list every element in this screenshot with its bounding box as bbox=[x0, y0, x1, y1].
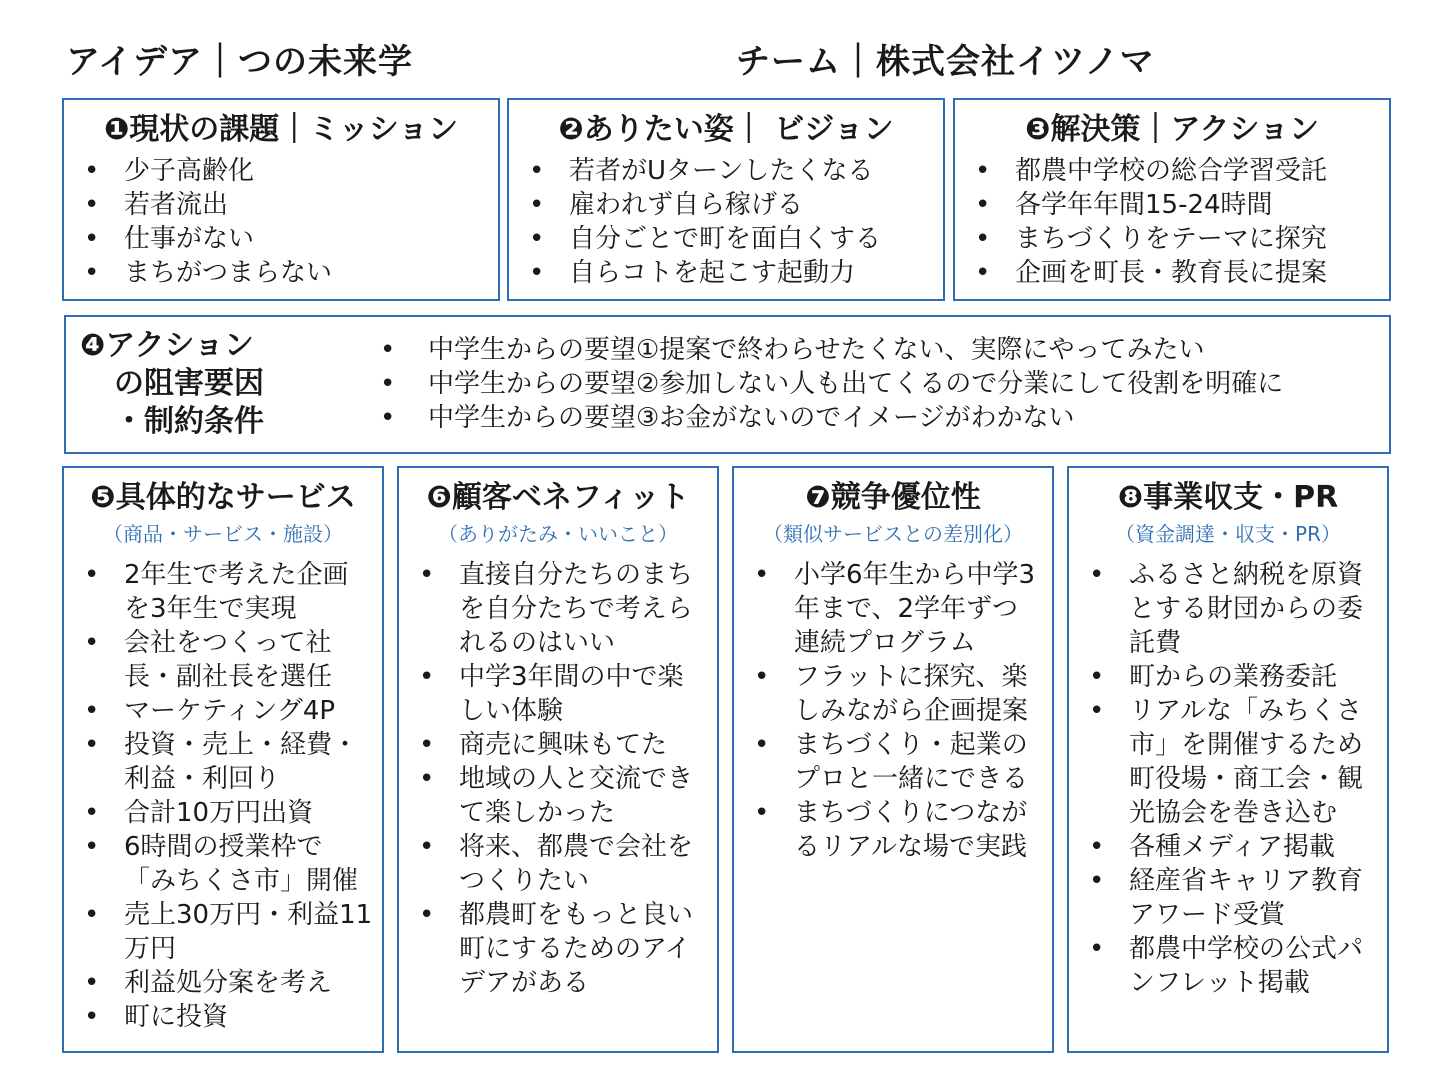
box-business bbox=[1067, 466, 1389, 1053]
list-item: • 経産省キャリア教育アワード受賞 bbox=[1129, 864, 1379, 932]
list-item: • 中学3年間の中で楽しい体験 bbox=[459, 660, 709, 728]
box-business-list bbox=[1069, 558, 1387, 1000]
list-item: • フラットに探究、楽しみながら企画提案 bbox=[794, 660, 1044, 728]
list-item: • 将来、都農で会社をつくりたい bbox=[459, 830, 709, 898]
list-item: • 会社をつくって社長・副社長を選任 bbox=[124, 626, 374, 694]
list-item: • マーケティング4P bbox=[124, 694, 374, 728]
list-item: • 利益処分案を考え bbox=[124, 966, 374, 1000]
list-item: • 商売に興味もてた bbox=[459, 728, 709, 762]
list-item: • 各学年年間15-24時間 bbox=[1015, 188, 1389, 222]
title-line: ❹アクション bbox=[80, 328, 254, 363]
box-mission-title: ❶現状の課題｜ミッション bbox=[103, 112, 459, 147]
box-vision bbox=[507, 98, 945, 301]
box-service-subtitle: （商品・サービス・施設） bbox=[103, 522, 343, 546]
list-item: • まちづくりにつながるリアルな場で実践 bbox=[794, 796, 1044, 864]
list-item: • 小学6年生から中学3年まで、2学年ずつ連続プログラム bbox=[794, 558, 1044, 660]
list-item: • まちがつまらない bbox=[124, 256, 498, 290]
box-action-title: ❸解決策｜アクション bbox=[1025, 112, 1319, 147]
list-item: • 中学生からの要望③お金がないのでイメージがわかない bbox=[366, 401, 1283, 435]
list-item: • 中学生からの要望②参加しない人も出てくるので分業にして役割を明確に bbox=[366, 367, 1283, 401]
box-vision-list bbox=[509, 154, 943, 290]
list-item: • 合計10万円出資 bbox=[124, 796, 374, 830]
box-benefit-list bbox=[399, 558, 717, 1000]
title-line: ・制約条件 bbox=[114, 404, 264, 439]
box-benefit-title: ❻顧客ベネフィット bbox=[426, 480, 690, 515]
list-item: • 企画を町長・教育長に提案 bbox=[1015, 256, 1389, 290]
list-item: • 中学生からの要望①提案で終わらせたくない、実際にやってみたい bbox=[366, 333, 1283, 367]
box-business-title: ❽事業収支・PR bbox=[1117, 480, 1339, 515]
list-item: • 都農町をもっと良い町にするためのアイデアがある bbox=[459, 898, 709, 1000]
box-constraints-list-wrap bbox=[366, 333, 1283, 435]
title-line: の阻害要因 bbox=[114, 366, 264, 401]
box-advantage bbox=[732, 466, 1054, 1053]
box-mission-list bbox=[64, 154, 498, 290]
list-item: • 少子高齢化 bbox=[124, 154, 498, 188]
list-item: • ふるさと納税を原資とする財団からの委託費 bbox=[1129, 558, 1379, 660]
box-advantage-title: ❼競争優位性 bbox=[805, 480, 981, 515]
box-service-title: ❺具体的なサービス bbox=[90, 480, 356, 515]
box-benefit bbox=[397, 466, 719, 1053]
box-benefit-subtitle: （ありがたみ・いいこと） bbox=[438, 522, 678, 546]
box-constraints bbox=[64, 315, 1391, 454]
list-item: • 都農中学校の総合学習受託 bbox=[1015, 154, 1389, 188]
list-item: • 自分ごとで町を面白くする bbox=[569, 222, 943, 256]
list-item: • まちづくり・起業のプロと一緒にできる bbox=[794, 728, 1044, 796]
list-item: • 町に投資 bbox=[124, 1000, 374, 1034]
list-item: • 地域の人と交流できて楽しかった bbox=[459, 762, 709, 830]
box-advantage-subtitle: （類似サービスとの差別化） bbox=[763, 522, 1023, 546]
box-advantage-list bbox=[734, 558, 1052, 864]
list-item: • 各種メディア掲載 bbox=[1129, 830, 1379, 864]
box-constraints-list bbox=[366, 333, 1283, 435]
list-item: • 自らコトを起こす起動力 bbox=[569, 256, 943, 290]
list-item: • 投資・売上・経費・利益・利回り bbox=[124, 728, 374, 796]
box-action bbox=[953, 98, 1391, 301]
box-business-subtitle: （資金調達・収支・PR） bbox=[1115, 522, 1341, 546]
idea-title: アイデア｜つの未来学 bbox=[66, 42, 413, 82]
list-item: • 若者がUターンしたくなる bbox=[569, 154, 943, 188]
box-vision-title: ❷ありたい姿｜ ビジョン bbox=[558, 112, 894, 147]
list-item: • 仕事がない bbox=[124, 222, 498, 256]
box-mission bbox=[62, 98, 500, 301]
list-item: • 6時間の授業枠で「みちくさ市」開催 bbox=[124, 830, 374, 898]
box-action-list bbox=[955, 154, 1389, 290]
list-item: • 都農中学校の公式パンフレット掲載 bbox=[1129, 932, 1379, 1000]
team-title: チーム｜株式会社イツノマ bbox=[736, 42, 1155, 82]
list-item: • 2年生で考えた企画を3年生で実現 bbox=[124, 558, 374, 626]
box-service bbox=[62, 466, 384, 1053]
list-item: • 若者流出 bbox=[124, 188, 498, 222]
list-item: • 売上30万円・利益11万円 bbox=[124, 898, 374, 966]
box-service-list bbox=[64, 558, 382, 1034]
list-item: • 直接自分たちのまちを自分たちで考えられるのはいい bbox=[459, 558, 709, 660]
list-item: • 雇われず自ら稼げる bbox=[569, 188, 943, 222]
list-item: • まちづくりをテーマに探究 bbox=[1015, 222, 1389, 256]
list-item: • リアルな「みちくさ市」を開催するため町役場・商工会・観光協会を巻き込む bbox=[1129, 694, 1379, 830]
box-constraints-title bbox=[80, 327, 340, 441]
list-item: • 町からの業務委託 bbox=[1129, 660, 1379, 694]
